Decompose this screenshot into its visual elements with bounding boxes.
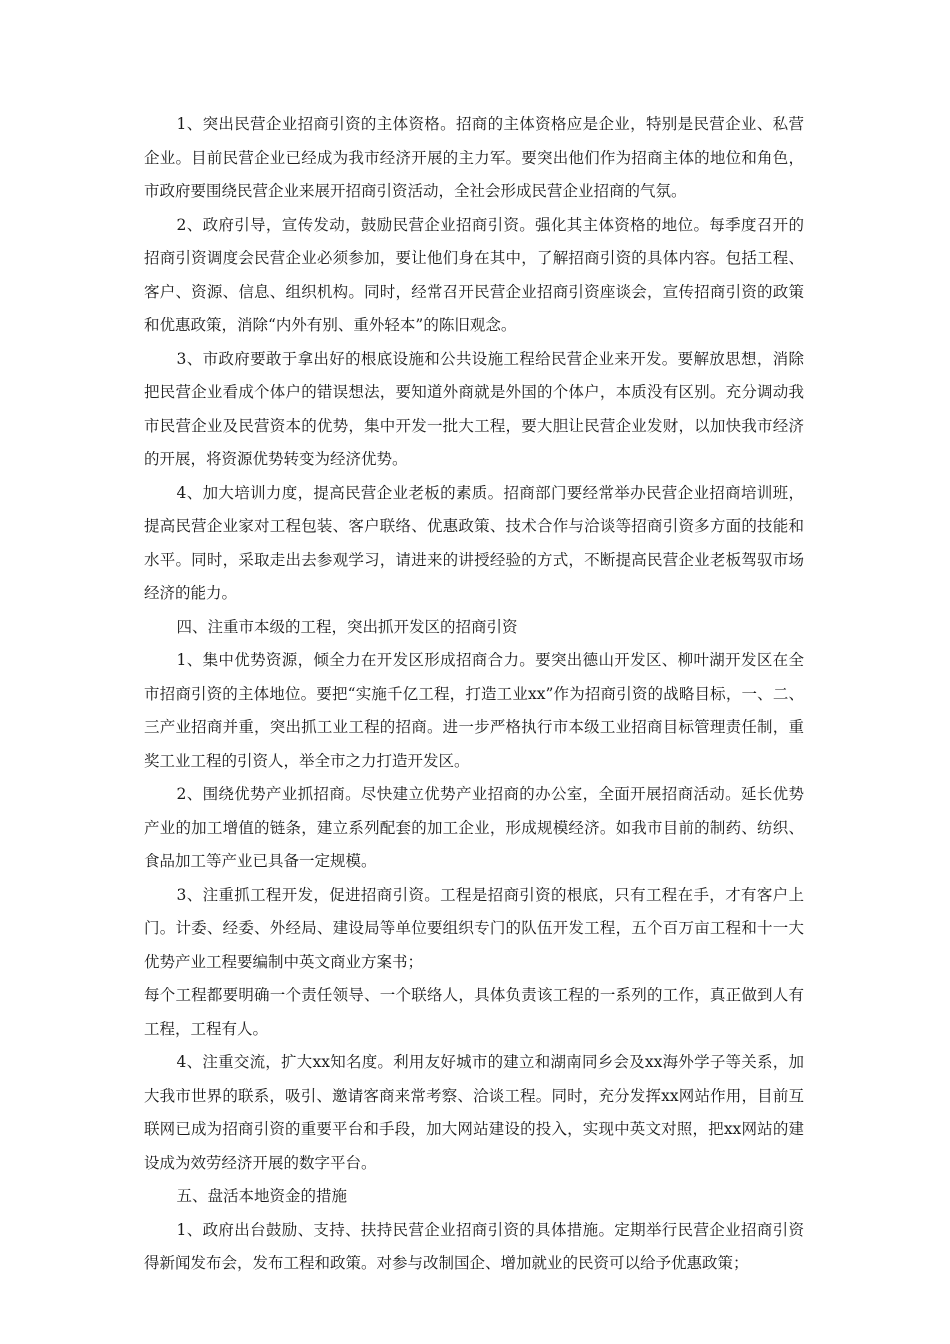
section-heading: 五、盘活本地资金的措施	[176, 1187, 348, 1205]
paragraph: 1、突出民营企业招商引资的主体资格。招商的主体资格应是企业，特别是民营企业、私营企业。目前民营企业已经成为我市经济开展的主力军。要突出他们作为招商主体的地位和角色，市政府要围绕民营企业来展开招商引资活动，全社会形成民营企业招商的气氛。	[144, 115, 804, 200]
paragraph: 4、加大培训力度，提高民营企业老板的素质。招商部门要经常举办民营企业招商培训班，提高民营企业家对工程包装、客户联络、优惠政策、技术合作与洽谈等招商引资多方面的技能和水平。同时，采取走出去参观学习，请进来的讲授经验的方式，不断提高民营企业老板驾驭市场经济的能力。	[144, 483, 804, 602]
paragraph: 2、围绕优势产业抓招商。尽快建立优势产业招商的办公室，全面开展招商活动。延长优势产业的加工增值的链条，建立系列配套的加工企业，形成规模经济。如我市目前的制药、纺织、食品加工等产业已具备一定规模。	[144, 785, 804, 870]
paragraph: 每个工程都要明确一个责任领导、一个联络人，具体负责该工程的一系列的工作，真正做到人有工程，工程有人。	[144, 986, 804, 1038]
paragraph: 2、政府引导，宣传发动，鼓励民营企业招商引资。强化其主体资格的地位。每季度召开的招商引资调度会民营企业必须参加，要让他们身在其中，了解招商引资的具体内容。包括工程、客户、资源、信息、组织机构。同时，经常召开民营企业招商引资座谈会，宣传招商引资的政策和优惠政策，消除“内外有别、重外轻本”的陈旧观念。	[144, 215, 804, 334]
paragraph: 3、注重抓工程开发，促进招商引资。工程是招商引资的根底，只有工程在手，才有客户上门。计委、经委、外经局、建设局等单位要组织专门的队伍开发工程，五个百万亩工程和十一大优势产业工程要编制中英文商业方案书；	[144, 885, 804, 971]
document-body	[144, 108, 804, 1281]
paragraph: 1、政府出台鼓励、支持、扶持民营企业招商引资的具体措施。定期举行民营企业招商引资得新闻发布会，发布工程和政策。对参与改制国企、增加就业的民资可以给予优惠政策；	[144, 1220, 804, 1272]
paragraph: 4、注重交流，扩大xx知名度。利用友好城市的建立和湖南同乡会及xx海外学子等关系，加大我市世界的联系，吸引、邀请客商来常考察、洽谈工程。同时，充分发挥xx网站作用，目前互联网已成为招商引资的重要平台和手段，加大网站建设的投入，实现中英文对照，把xx网站的建设成为效劳经济开展的数字平台。	[144, 1053, 804, 1172]
section-heading: 四、注重市本级的工程，突出抓开发区的招商引资	[176, 617, 518, 636]
paragraph: 3、市政府要敢于拿出好的根底设施和公共设施工程给民营企业来开发。要解放思想，消除把民营企业看成个体户的错误想法，要知道外商就是外国的个体户，本质没有区别。充分调动我市民营企业及民营资本的优势，集中开发一批大工程，要大胆让民营企业发财，以加快我市经济的开展，将资源优势转变为经济优势。	[144, 349, 804, 468]
paragraph: 1、集中优势资源，倾全力在开发区形成招商合力。要突出德山开发区、柳叶湖开发区在全市招商引资的主体地位。要把“实施千亿工程，打造工业xx”作为招商引资的战略目标，一、二、三产业招商并重，突出抓工业工程的招商。进一步严格执行市本级工业招商目标管理责任制，重奖工业工程的引资人，举全市之力打造开发区。	[144, 651, 804, 770]
